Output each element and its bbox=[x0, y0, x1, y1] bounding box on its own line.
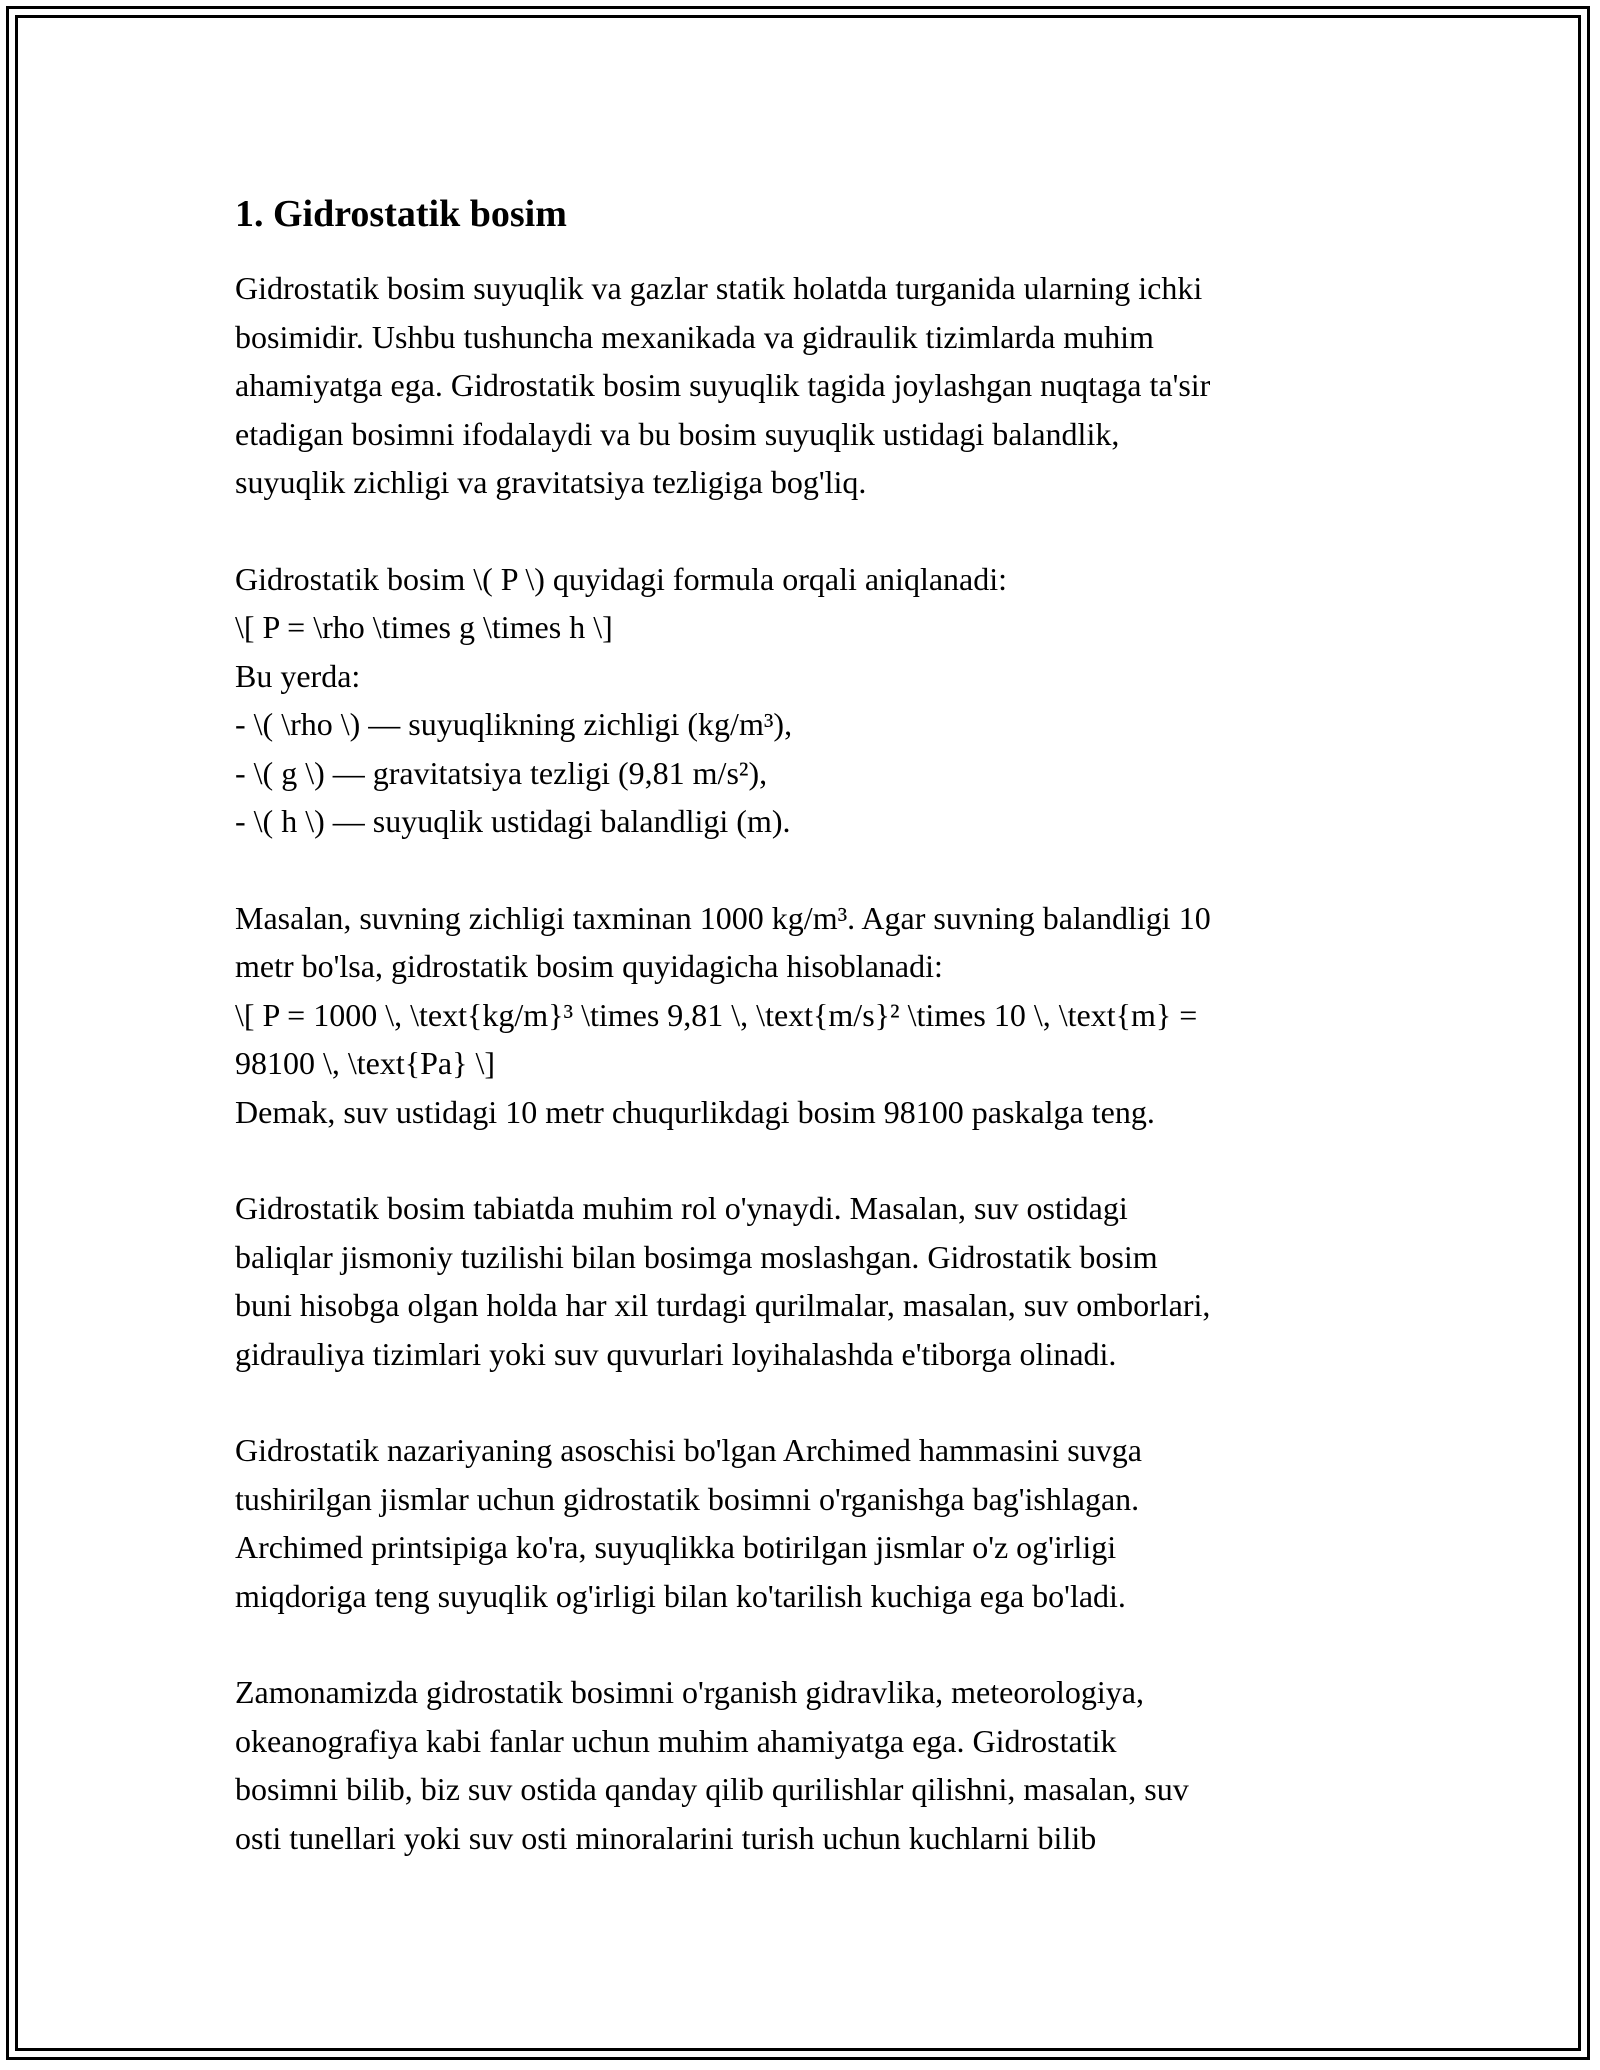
text-line: Bu yerda: bbox=[235, 657, 361, 694]
text-line: ahamiyatga ega. Gidrostatik bosim suyuqlik tagida joylashgan nuqtaga ta'sir bbox=[235, 367, 1211, 403]
text-line: Demak, suv ustidagi 10 metr chuqurlikdagi bosim 98100 paskalga teng. bbox=[235, 1093, 1155, 1130]
paragraph-example bbox=[235, 894, 1370, 1137]
text-line: miqdoriga teng suyuqlik og'irligi bilan ko'tarilish kuchiga ega bo'ladi. bbox=[235, 1577, 1126, 1614]
formula-line: 98100 \, \text{Pa} \] bbox=[235, 1045, 496, 1081]
text-line: osti tunellari yoki suv osti minoralarini turish uchun kuchlarni bilib bbox=[235, 1819, 1097, 1856]
text-line: suyuqlik zichligi va gravitatsiya tezligiga bog'liq. bbox=[235, 464, 867, 500]
paragraph-archimedes bbox=[235, 1426, 1370, 1620]
formula-line: \[ P = \rho \times g \times h \] bbox=[235, 609, 613, 645]
text-line: okeanografiya kabi fanlar uchun muhim ahamiyatga ega. Gidrostatik bbox=[235, 1722, 1117, 1759]
paragraph-nature bbox=[235, 1184, 1370, 1378]
text-line: Gidrostatik nazariyaning asoschisi bo'lgan Archimed hammasini suvga bbox=[235, 1432, 1142, 1468]
formula-line: \[ P = 1000 \, \text{kg/m}³ \times 9,81 \, \text{m/s}² \times 10 \, \text{m} = bbox=[235, 996, 1198, 1033]
text-line: etadigan bosimni ifodalaydi va bu bosim suyuqlik ustidagi balandlik, bbox=[235, 415, 1120, 452]
paragraph-definition bbox=[235, 264, 1370, 507]
text-line: Zamonamizda gidrostatik bosimni o'rganish gidravlika, meteorologiya, bbox=[235, 1674, 1144, 1710]
paragraph-modern bbox=[235, 1668, 1370, 1862]
text-line: Archimed printsipiga ko'ra, suyuqlikka botirilgan jismlar o'z og'irligi bbox=[235, 1529, 1117, 1565]
text-line: baliqlar jismoniy tuzilishi bilan bosimga moslashgan. Gidrostatik bosim bbox=[235, 1238, 1158, 1275]
text-line: bosimidir. Ushbu tushuncha mexanikada va gidraulik tizimlarda muhim bbox=[235, 318, 1154, 355]
section-heading: 1. Gidrostatik bosim bbox=[235, 193, 567, 235]
text-line: buni hisobga olgan holda har xil turdagi qurilmalar, masalan, suv omborlari, bbox=[235, 1287, 1211, 1323]
document-body bbox=[235, 188, 1370, 1862]
list-item: - \( \rho \) — suyuqlikning zichligi (kg/m³), bbox=[235, 706, 793, 742]
text-line: metr bo'lsa, gidrostatik bosim quyidagicha hisoblanadi: bbox=[235, 948, 943, 984]
list-item: - \( g \) — gravitatsiya tezligi (9,81 m/s²), bbox=[235, 754, 768, 791]
list-item: - \( h \) — suyuqlik ustidagi balandligi (m). bbox=[235, 803, 791, 839]
text-line: tushirilgan jismlar uchun gidrostatik bosimni o'rganishga bag'ishlagan. bbox=[235, 1480, 1140, 1517]
text-line: gidrauliya tizimlari yoki suv quvurlari loyihalashda e'tiborga olinadi. bbox=[235, 1335, 1117, 1372]
text-line: bosimni bilib, biz suv ostida qanday qilib qurilishlar qilishni, masalan, suv bbox=[235, 1771, 1189, 1807]
paragraph-formula bbox=[235, 555, 1370, 846]
text-line: Gidrostatik bosim suyuqlik va gazlar statik holatda turganida ularning ichki bbox=[235, 270, 1203, 306]
text-line: Masalan, suvning zichligi taxminan 1000 kg/m³. Agar suvning balandligi 10 bbox=[235, 899, 1211, 936]
text-line: Gidrostatik bosim tabiatda muhim rol o'ynaydi. Masalan, suv ostidagi bbox=[235, 1190, 1128, 1226]
text-line: Gidrostatik bosim \( P \) quyidagi formula orqali aniqlanadi: bbox=[235, 560, 1008, 597]
